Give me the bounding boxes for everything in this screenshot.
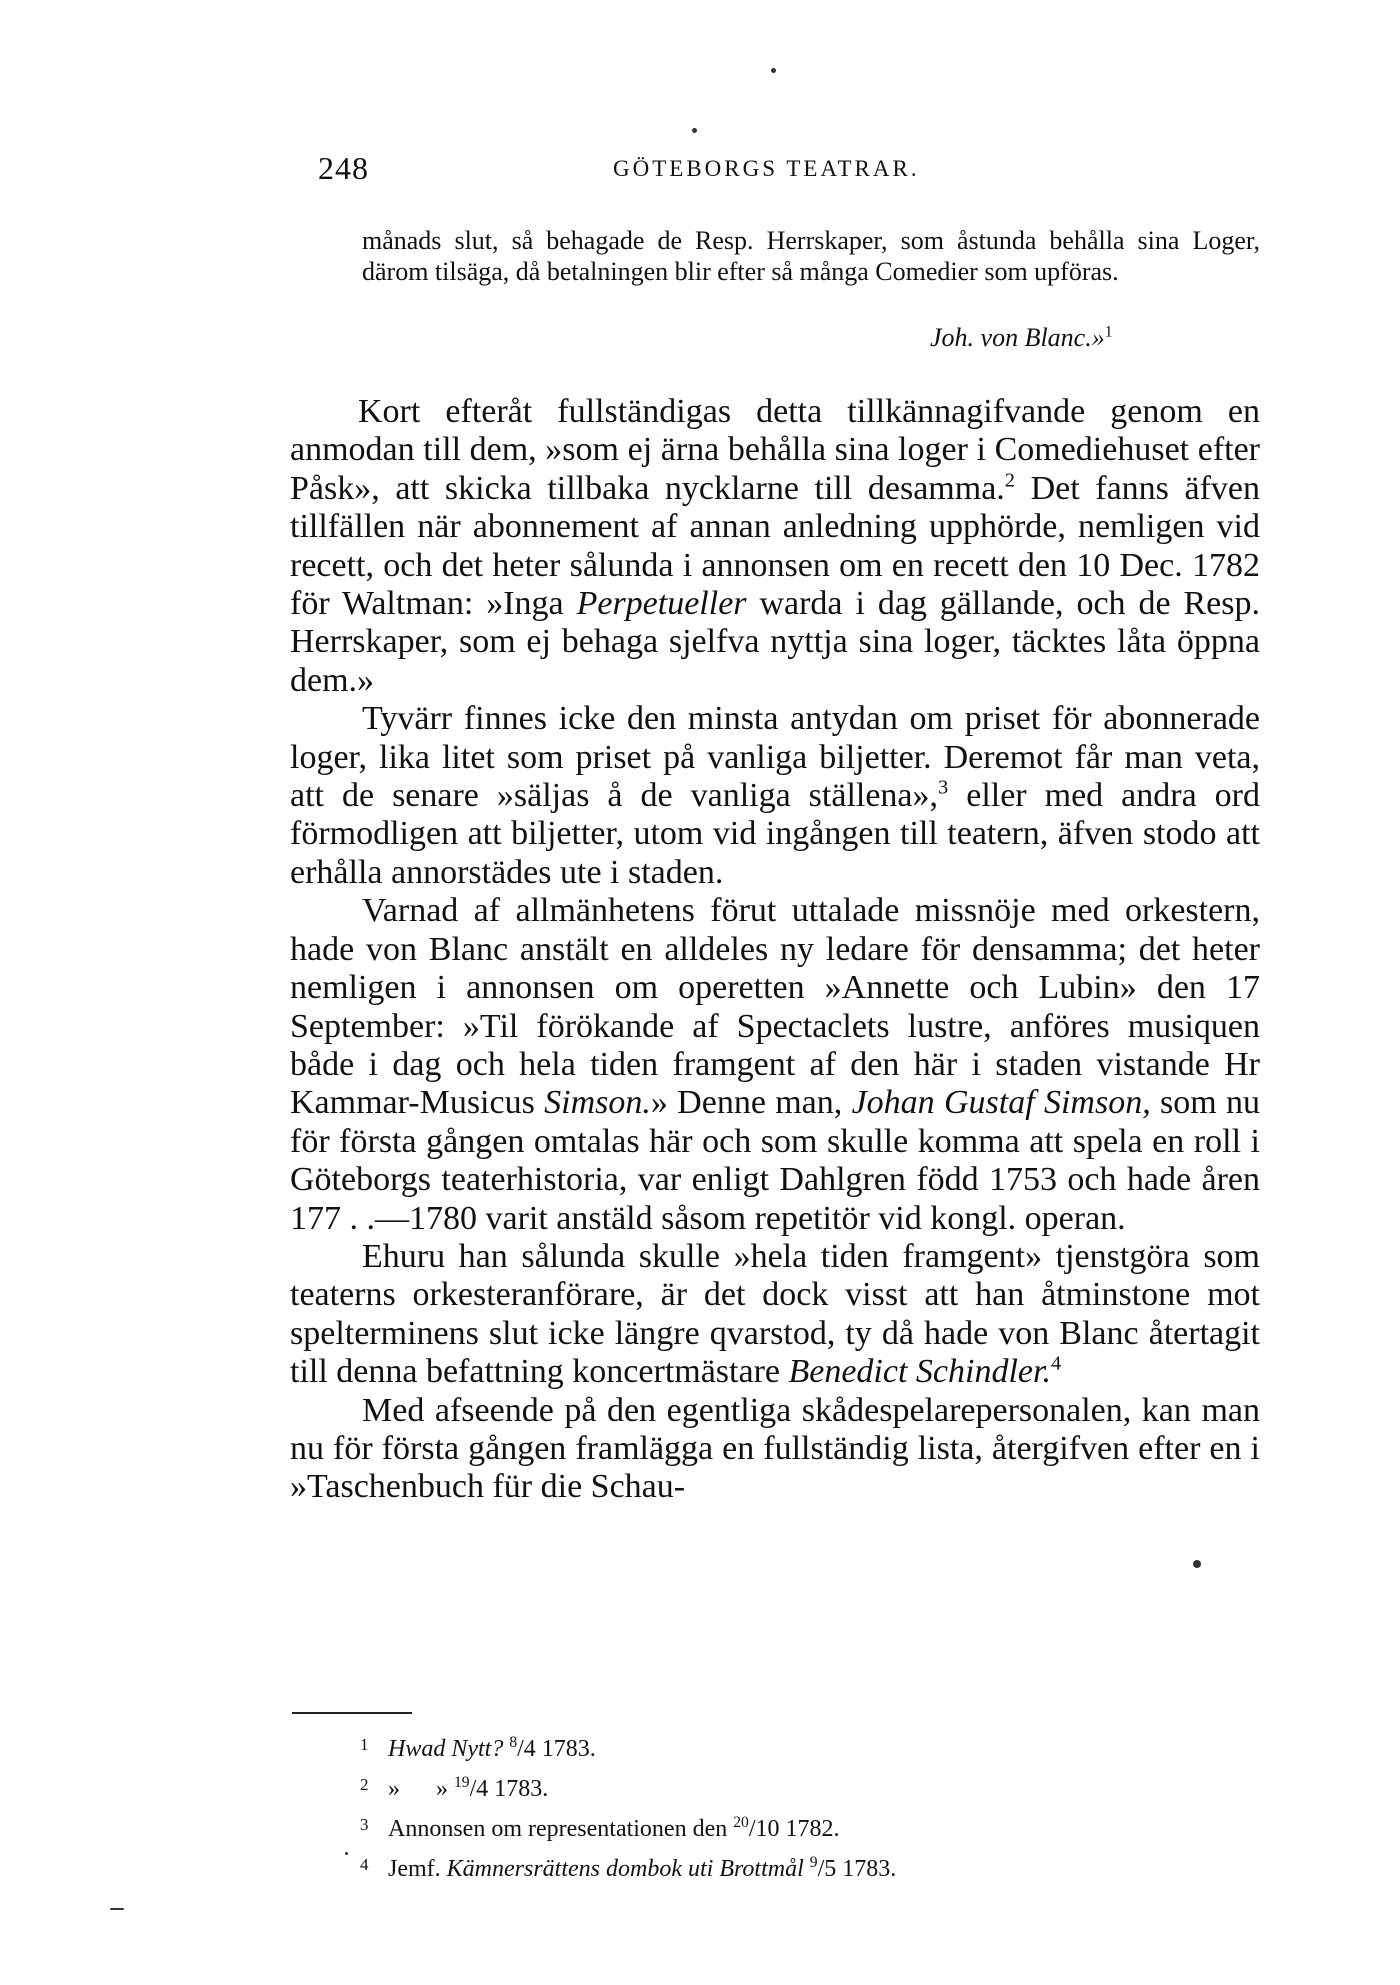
footnote-number: 1 [360, 1735, 369, 1754]
footnote-date-rest: /4 1783. [469, 1776, 549, 1802]
p3-text-3: som nu för första gången omtalas här och som skulle komma att spela en roll i Göteborgs teaterhistoria, var enligt Dahlgren född 1753 och hade åren 177 . .—1780 varit anstäld såsom repetitör vid kongl. operan. [290, 1084, 1260, 1237]
paragraph-3 [290, 892, 1260, 1238]
quoted-announcement: månads slut, så behagade de Resp. Herrskaper, som åstunda behålla sina Loger, därom tilsäga, då betalningen blir efter så många Comedier som upföras. [362, 226, 1260, 286]
p1-text-2: Det fanns äfven tillfällen när abonnement af annan anledning upphörde, nemligen vid recett, och det heter sålunda i annonsen om en recett den 10 Dec. 1782 för Waltman: »Inga [290, 469, 1260, 623]
footnote-rule [292, 1712, 412, 1714]
footnotes [360, 1726, 1220, 1886]
print-speck [345, 1852, 348, 1855]
p4-text-1: Ehuru han sålunda skulle »hela tiden framgent» tjenstgöra som teaterns orkesteranförare, är det dock visst att han åtminstone mot spelterminens slut icke längre qvarstod, ty då hade von Blanc återtagit till denna befattning koncertmästare [290, 1237, 1260, 1391]
footnote-date-day: 19 [454, 1774, 470, 1791]
print-speck [692, 128, 697, 133]
footnote-number: 2 [360, 1775, 369, 1794]
footnote-source: Hwad Nytt? [388, 1736, 504, 1762]
footnote-number: 3 [360, 1815, 369, 1834]
paragraph-2 [290, 700, 1260, 892]
body-text [290, 393, 1260, 1507]
footnote-3 [360, 1806, 1220, 1846]
footnote-text: Annonsen om representationen den [388, 1816, 734, 1842]
p3-text-2: » Denne man, [650, 1084, 852, 1122]
footnote-ref-1: 1 [1104, 323, 1113, 341]
p3-italic-simson: Simson. [544, 1084, 651, 1122]
p4-italic-schindler: Benedict Schindler. [788, 1353, 1051, 1391]
p5-text-1: Med afseende på den egentliga skådespelarepersonalen, kan man nu för första gången framlägga en fullständig lista, återgifven efter en i »Taschenbuch für die Schau- [290, 1391, 1260, 1506]
p1-text-1: Kort efteråt fullständigas detta tillkännagifvande genom en anmodan till dem, »som ej ärna behålla sina loger i Comediehuset efter Påsk», att skicka tillbaka nycklarne till desamma. [290, 393, 1260, 507]
footnote-date-day: 8 [509, 1734, 518, 1751]
paragraph-5 [290, 1392, 1260, 1507]
print-speck [110, 1908, 124, 1910]
footnote-date-rest: /10 1782. [748, 1816, 840, 1842]
footnote-4 [360, 1846, 1220, 1886]
footnote-ref-4: 4 [1050, 1352, 1062, 1375]
print-speck [1193, 1560, 1201, 1568]
footnote-ditto: » » [388, 1776, 448, 1802]
p2-text-1: Tyvärr finnes icke den minsta antydan om priset för abonnerade loger, lika litet som priset på vanliga biljetter. Deremot får man veta, att de senare »säljas å de vanliga ställena», [290, 700, 1260, 815]
paragraph-1 [290, 393, 1260, 700]
quote-signature [930, 323, 1113, 353]
signature-text: Joh. von Blanc.» [930, 323, 1105, 352]
footnote-2 [360, 1766, 1220, 1806]
p1-italic-perpetueller: Perpetueller [576, 585, 747, 623]
running-title: GÖTEBORGS TEATRAR. [613, 156, 920, 181]
print-speck [771, 68, 776, 73]
footnote-date-day: 20 [733, 1814, 749, 1831]
footnote-date-day: 9 [809, 1854, 818, 1871]
footnote-number: 4 [360, 1855, 369, 1874]
footnote-1 [360, 1726, 1220, 1766]
footnote-source: Kämnersrättens dombok uti Brottmål [446, 1856, 804, 1882]
p2-text-2: eller med andra ord förmodligen att biljetter, utom vid ingången till teatern, äfven stodo att erhålla annorstädes ute i staden. [290, 777, 1260, 891]
footnote-date-rest: /4 1783. [517, 1736, 596, 1762]
running-head [318, 150, 1258, 190]
footnote-text: Jemf. [388, 1856, 447, 1882]
page-number: 248 [318, 150, 369, 186]
footnote-ref-2: 2 [1004, 469, 1015, 492]
p3-text-1: Varnad af allmänhetens förut uttalade missnöje med orkestern, hade von Blanc anstält en alldeles ny ledare för densamma; det heter nemligen i annonsen om operetten »Annette och Lubin» den 17 September: »Til förökande af Spectaclets lustre, anföres musiquen både i dag och hela tiden framgent af den här i staden vistande Hr Kammar-Musicus [290, 892, 1260, 1122]
footnote-ref-3: 3 [938, 776, 949, 799]
footnote-date-rest: /5 1783. [817, 1856, 897, 1882]
p1-text-3: warda i dag gällande, och de Resp. Herrskaper, som ej behaga sjelfva nyttja sina loger, täcktes låta öppna dem.» [290, 585, 1260, 699]
paragraph-4 [290, 1238, 1260, 1392]
p3-italic-full-name: Johan Gustaf Simson, [851, 1084, 1151, 1122]
